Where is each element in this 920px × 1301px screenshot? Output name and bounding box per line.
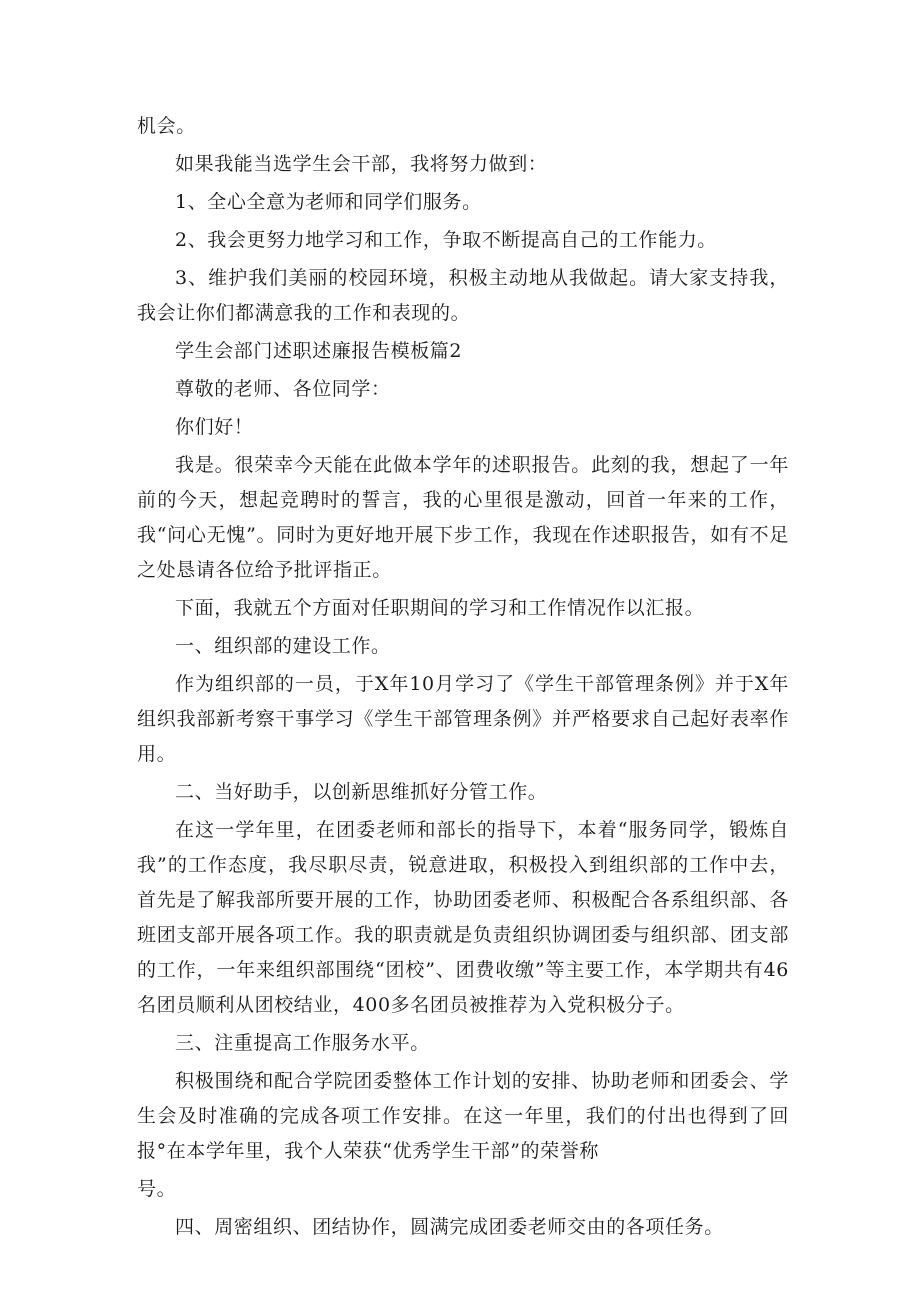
paragraph: 积极围绕和配合学院团委整体工作计划的安排、协助老师和团委会、学生会及时准确的完成各项工作安排。在这一年里，我们的付出也得到了回报°在本学年里，我个人荣获“优秀学生干部”的荣誉称 <box>137 1070 789 1162</box>
paragraph: 如果我能当选学生会干部，我将努力做到： <box>175 153 548 175</box>
paragraph: 一、组织部的建设工作。 <box>175 635 391 657</box>
paragraph: 2、我会更努力地学习和工作，争取不断提高自己的工作能力。 <box>175 229 717 251</box>
paragraph: 四、周密组织、团结协作，圆满完成团委老师交由的各项任务。 <box>175 1216 724 1238</box>
paragraph: 号。 <box>137 1178 177 1200</box>
paragraph: 机会。 <box>137 115 196 137</box>
paragraph: 二、当好助手，以创新思维抓好分管工作。 <box>175 781 548 803</box>
document-body <box>137 109 789 1248</box>
paragraph: 三、注重提高工作服务水平。 <box>175 1032 430 1054</box>
paragraph: 学生会部门述职述廉报告模板篇2 <box>175 340 463 362</box>
paragraph: 你们好！ <box>175 416 254 438</box>
paragraph: 作为组织部的一员，于X年10月学习了《学生干部管理条例》并于X年组织我部新考察干事学习《学生干部管理条例》并严格要求自己起好表率作用。 <box>137 673 789 765</box>
paragraph: 我是。很荣幸今天能在此做本学年的述职报告。此刻的我，想起了一年前的今天，想起竞聘时的誓言，我的心里很是激动，回首一年来的工作，我“问心无愧”。同时为更好地开展下步工作，我现在作述职报告，如有不足之处恳请各位给予批评指正。 <box>137 454 789 581</box>
paragraph: 1、全心全意为老师和同学们服务。 <box>175 191 482 213</box>
paragraph: 3、维护我们美丽的校园环境，积极主动地从我做起。请大家支持我，我会让你们都满意我的工作和表现的。 <box>137 267 789 324</box>
paragraph: 尊敬的老师、各位同学： <box>175 378 391 400</box>
paragraph: 在这一学年里，在团委老师和部长的指导下，本着“服务同学，锻炼自我”的工作态度，我尽职尽责，锐意进取，积极投入到组织部的工作中去，首先是了解我部所要开展的工作，协助团委老师、积极配合各系组织部、各班团支部开展各项工作。我的职责就是负责组织协调团委与组织部、团支部的工作，一年来组织部围绕“团校”、团费收缴”等主要工作，本学期共有46名团员顺利从团校结业，400多名团员被推荐为入党积极分子。 <box>137 819 789 1016</box>
paragraph: 下面，我就五个方面对任职期间的学习和工作情况作以汇报。 <box>175 597 705 619</box>
